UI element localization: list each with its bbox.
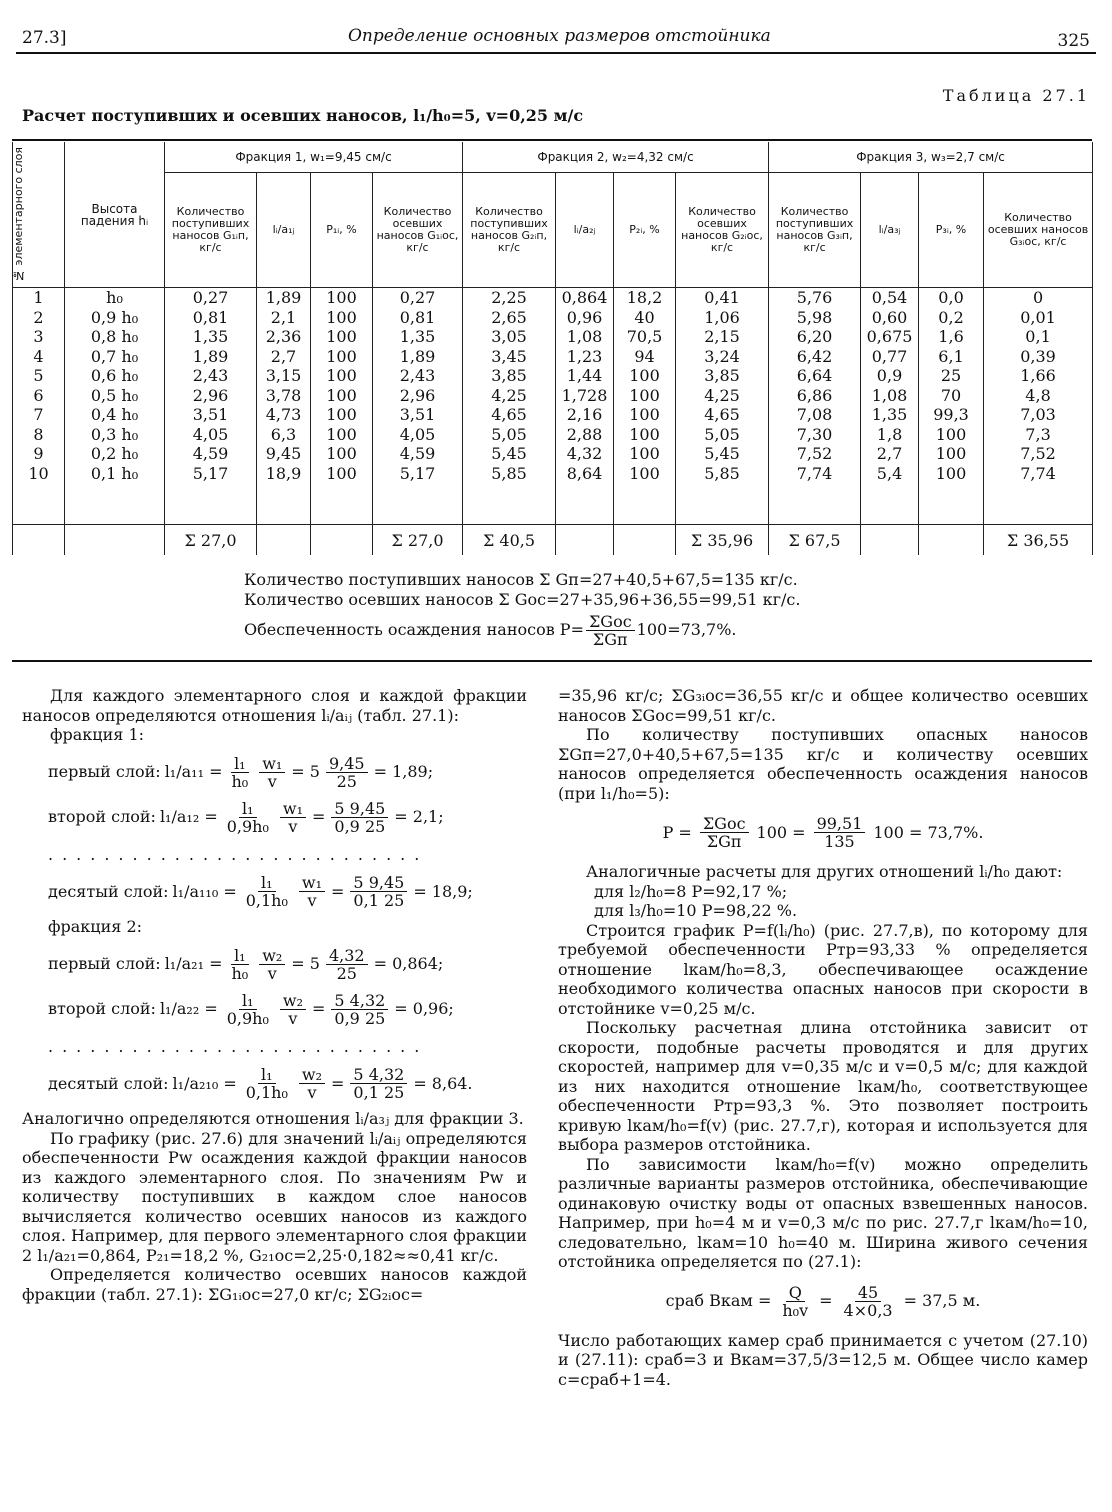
paragraph: Определяется количество осевших наносов каждой фракции (табл. 27.1): ΣG₁ᵢос=27,0 кг/с; ΣG₂ᵢос=: [22, 1265, 527, 1304]
column-f3-out: 0 0,01 0,1 0,39 1,66 4,8 7,03 7,3 7,52 7,74: [984, 288, 1093, 525]
sum-f2-in: Σ 40,5: [463, 525, 556, 556]
paragraph: =35,96 кг/с; ΣG₃ᵢос=36,55 кг/с и общее количество осевших наносов ΣGос=99,51 кг/с.: [558, 686, 1088, 725]
page-number: 325: [1057, 31, 1090, 51]
formula: десятый слой: l₁/a₁₁₀ = $\frac{\text{l₁}}{\text{0,1h₀}}$ $\frac{\text{w₁}}{v}$ = $\frac{5 9,45}{0,1 25}$ = 18,9;: [48, 873, 473, 910]
column-f1-in: 0,27 0,81 1,35 1,89 2,43 2,96 3,51 4,05 4,59 5,17: [165, 288, 257, 525]
header-f3-p: P₃ᵢ, %: [919, 173, 984, 288]
sum-f2-out: Σ 35,96: [676, 525, 769, 556]
total-incoming: Количество поступивших наносов Σ Gп=27+40,5+67,5=135 кг/с.: [244, 570, 798, 589]
column-layers: 1 2 3 4 5 6 7 8 9 10: [13, 288, 65, 525]
sum-f3-in: Σ 67,5: [769, 525, 861, 556]
table-bottom-rule: [12, 660, 1092, 662]
header-fraction-3: Фракция 3, w₃=2,7 см/с: [769, 142, 1093, 173]
right-column: [558, 686, 1088, 1389]
header-fraction-2: Фракция 2, w₂=4,32 см/с: [463, 142, 769, 173]
header-f1-ratio: lᵢ/a₁ⱼ: [257, 173, 311, 288]
column-f2-in: 2,25 2,65 3,05 3,45 3,85 4,25 4,65 5,05 5,45 5,85: [463, 288, 556, 525]
header-f1-out: Количество осевших наносов G₁ᵢос, кг/с: [373, 173, 463, 288]
header-layer: № элементарного слоя: [13, 142, 65, 288]
sum-empty: [861, 525, 919, 556]
header-f3-ratio: lᵢ/a₃ⱼ: [861, 173, 919, 288]
paragraph: По графику (рис. 27.6) для значений lᵢ/aᵢⱼ определяются обеспеченности Pw осаждения каждой фракции наносов из каждого элементарного слоя. По значениям Pw и количеству поступивших в каждом слое наносов вычисляется количество осевших наносов из каждого слоя. Например, для первого элементарного слоя фракции 2 l₁/a₂₁=0,864, P₂₁=18,2 %, G₂₁ос=2,25·0,182≈≈0,41 кг/с.: [22, 1128, 527, 1265]
header-f2-in: Количество поступивших наносов G₂ᵢп, кг/с: [463, 173, 556, 288]
column-f2-out: 0,41 1,06 2,15 3,24 3,85 4,25 4,65 5,05 5,45 5,85: [676, 288, 769, 525]
left-column: [22, 686, 527, 1304]
sum-empty: [311, 525, 373, 556]
sum-empty: [556, 525, 614, 556]
paragraph: Для каждого элементарного слоя и каждой фракции наносов определяются отношения lᵢ/aᵢⱼ (табл. 27.1):: [22, 686, 527, 725]
sum-f1-out: Σ 27,0: [373, 525, 463, 556]
result-line: для l₂/h₀=8 P=92,17 %;: [594, 881, 788, 901]
sum-empty: [919, 525, 984, 556]
header-height: Высота падения hᵢ: [65, 142, 165, 288]
ratio-fraction: $\frac{\text{ΣGос}}{\text{ΣGп}}$: [586, 613, 635, 648]
paragraph: Аналогично определяются отношения lᵢ/a₃ⱼ для фракции 3.: [22, 1109, 524, 1128]
sum-empty: [13, 525, 65, 556]
paragraph: Строится график P=f(lᵢ/h₀) (рис. 27.7,в), по которому для требуемой обеспеченности Pтр=93,33 % определяется отношение lкам/h₀=8,3, обеспечивающее осаждение необходимого количества опасных наносов при скорости в отстойнике v=0,25 м/с.: [558, 920, 1088, 1018]
table-caption: Расчет поступивших и осевших наносов, l₁/h₀=5, v=0,25 м/с: [22, 106, 584, 125]
settling-ratio: Обеспеченность осаждения наносов P= $\frac{\text{ΣGос}}{\text{ΣGп}}$ 100=73,7%.: [244, 612, 737, 649]
table-label: Таблица 27.1: [942, 86, 1090, 105]
formula: первый слой: l₁/a₂₁ = $\frac{\text{l₁}}{\text{h₀}}$ $\frac{\text{w₂}}{v}$ = 5 $\frac{4,32}{25}$ = 0,864;: [48, 945, 444, 983]
header-f1-p: P₁ᵢ, %: [311, 173, 373, 288]
sum-f3-out: Σ 36,55: [984, 525, 1093, 556]
sum-empty: [257, 525, 311, 556]
result-line: для l₃/h₀=10 P=98,22 %.: [594, 901, 798, 920]
ellipsis-dots: ...........................: [48, 1036, 429, 1056]
column-f1-p: 100 100 100 100 100 100 100 100 100 100: [311, 288, 373, 525]
header-f2-p: P₂ᵢ, %: [614, 173, 676, 288]
sum-empty: [614, 525, 676, 556]
column-f3-p: 0,0 0,2 1,6 6,1 25 70 99,3 100 100 100: [919, 288, 984, 525]
formula: второй слой: l₁/a₂₂ = $\frac{\text{l₁}}{\text{0,9h₀}}$ $\frac{\text{w₂}}{v}$ = $\frac{5 4,32}{0,9 25}$ = 0,96;: [48, 990, 454, 1028]
header-f2-out: Количество осевших наносов G₂ᵢос, кг/с: [676, 173, 769, 288]
paragraph: По зависимости lкам/h₀=f(v) можно определить различные варианты размеров отстойника, обеспечивающие одинаковую очистку воды от опасных взвешенных наносов. Например, при h₀=4 м и v=0,3 м/с по рис. 27.7,г lкам/h₀=10, следовательно, lкам=10 h₀=40 м. Ширина живого сечения отстойника определяется по (27.1):: [558, 1154, 1088, 1271]
equation: cраб Bкам = $\frac{Q}{\text{h₀v}}$ = $\frac{45}{4\times 0,3}$ = 37,5 м.: [665, 1282, 981, 1320]
header-f2-ratio: lᵢ/a₂ⱼ: [556, 173, 614, 288]
running-title: Определение основных размеров отстойника: [348, 26, 771, 46]
sum-empty: [65, 525, 165, 556]
table-top-rule: [12, 139, 1092, 141]
column-heights: h₀ 0,9 h₀ 0,8 h₀ 0,7 h₀ 0,6 h₀ 0,5 h₀ 0,4 h₀ 0,3 h₀ 0,2 h₀ 0,1 h₀: [65, 288, 165, 525]
fraction-label: фракция 2:: [48, 917, 143, 936]
header-rule: [16, 52, 1096, 54]
column-f1-ratio: 1,89 2,1 2,36 2,7 3,15 3,78 4,73 6,3 9,45 18,9: [257, 288, 311, 525]
column-f2-ratio: 0,864 0,96 1,08 1,23 1,44 1,728 2,16 2,88 4,32 8,64: [556, 288, 614, 525]
paragraph: Аналогичные расчеты для других отношений lᵢ/h₀ дают:: [586, 862, 1063, 881]
column-f3-ratio: 0,54 0,60 0,675 0,77 0,9 1,08 1,35 1,8 2,7 5,4: [861, 288, 919, 525]
paragraph: Поскольку расчетная длина отстойника зависит от скорости, подобные расчеты проводятся и для других скоростей, например для v=0,35 м/с и v=0,5 м/с; для каждой из них находится отношение lкам/h₀, соответствующее обеспеченности Pтр=93,3 %. Это позволяет построить кривую lкам/h₀=f(v) (рис. 27.7,г), которая и используется для выбора размеров отстойника.: [558, 1018, 1088, 1154]
header-f3-in: Количество поступивших наносов G₃ᵢп, кг/с: [769, 173, 861, 288]
equation: P = $\frac{\text{ΣGос}}{\text{ΣGп}}$ 100 = $\frac{99,51}{135}$ 100 = 73,7%.: [662, 814, 984, 851]
formula: десятый слой: l₁/a₂₁₀ = $\frac{\text{l₁}}{\text{0,1h₀}}$ $\frac{\text{w₂}}{v}$ = $\frac{5 4,32}{0,1 25}$ = 8,64.: [48, 1065, 473, 1102]
ellipsis-dots: ...........................: [48, 844, 429, 864]
section-number: 27.3]: [22, 28, 67, 48]
sum-f1-in: Σ 27,0: [165, 525, 257, 556]
paragraph: Число работающих камер cраб принимается с учетом (27.10) и (27.11): cраб=3 и Bкам=37,5/3=12,5 м. Общее число камер c=cраб+1=4.: [558, 1330, 1088, 1389]
formula: второй слой: l₁/a₁₂ = $\frac{\text{l₁}}{\text{0,9h₀}}$ $\frac{\text{w₁}}{v}$ = $\frac{5 9,45}{0,9 25}$ = 2,1;: [48, 798, 444, 836]
formula: первый слой: l₁/a₁₁ = $\frac{\text{l₁}}{\text{h₀}}$ $\frac{\text{w₁}}{v}$ = 5 $\frac{9,45}{25}$ = 1,89;: [48, 753, 434, 791]
header-f1-in: Количество поступивших наносов G₁ᵢп, кг/с: [165, 173, 257, 288]
column-f2-p: 18,2 40 70,5 94 100 100 100 100 100 100: [614, 288, 676, 525]
header-f3-out: Количество осевших наносов G₃ᵢос, кг/с: [984, 173, 1093, 288]
header-fraction-1: Фракция 1, w₁=9,45 см/с: [165, 142, 463, 173]
column-f1-out: 0,27 0,81 1,35 1,89 2,43 2,96 3,51 4,05 4,59 5,17: [373, 288, 463, 525]
total-settled: Количество осевших наносов Σ Gос=27+35,96+36,55=99,51 кг/с.: [244, 590, 801, 609]
fraction-label: фракция 1:: [50, 725, 145, 744]
paragraph: По количеству поступивших опасных наносов ΣGп=27,0+40,5+67,5=135 кг/с и количеству осевших наносов определяется обеспеченность осаждения наносов (при l₁/h₀=5):: [558, 725, 1088, 803]
table-totals: [244, 570, 800, 610]
column-f3-in: 5,76 5,98 6,20 6,42 6,64 6,86 7,08 7,30 7,52 7,74: [769, 288, 861, 525]
data-table: [12, 142, 1093, 555]
